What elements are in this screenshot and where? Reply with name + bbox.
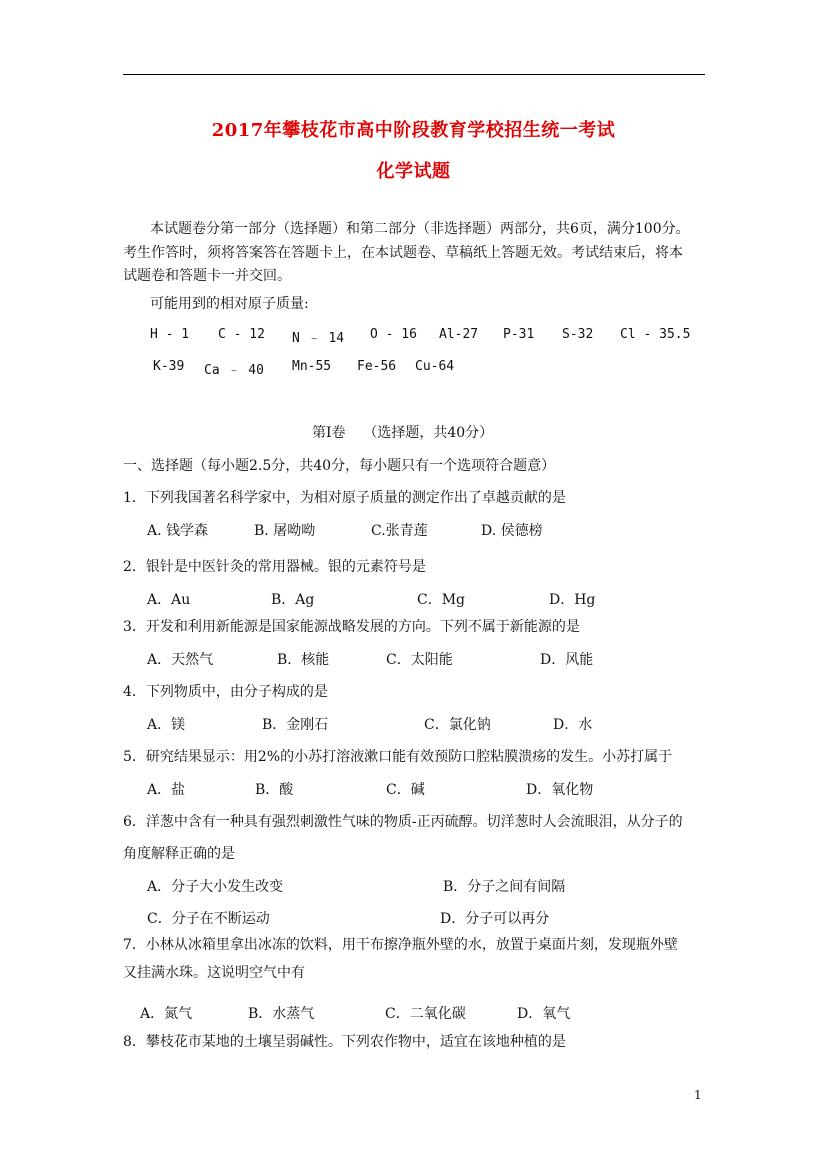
question-stem: 7．小林从冰箱里拿出冰冻的饮料，用干布擦净瓶外壁的水，放置于桌面片刻，发现瓶外壁 [123,937,678,953]
question-stem: 4．下列物质中，由分子构成的是 [123,684,328,700]
question-stem: 8．攀枝花市某地的土壤呈弱碱性。下列农作物中，适宜在该地种植的是 [123,1034,566,1050]
atomic-mass: H - 1 [150,327,190,342]
atomic-mass: Ca ﹣ 40 [204,363,264,378]
question-stem: 3．开发和利用新能源是国家能源战略发展的方向。下列不属于新能源的是 [123,619,580,635]
option: B. 屠呦呦 [254,523,316,539]
option: D. 侯德榜 [481,523,543,539]
question-stem-continued: 角度解释正确的是 [123,846,235,862]
option: A．天然气 [147,652,214,668]
atomic-mass: P-31 [503,327,535,342]
question-stem: 2．银针是中医针灸的常用器械。银的元素符号是 [123,559,426,575]
option: C．Mg [417,592,466,608]
option: C．太阳能 [386,652,453,668]
section-heading: 第Ⅰ卷 （选择题，共40分） [312,425,494,441]
part-heading: 一、选择题（每小题2.5分，共40分，每小题只有一个选项符合题意） [123,458,556,474]
question-stem: 6．洋葱中含有一种具有强烈刺激性气味的物质-正丙硫醇。切洋葱时人会流眼泪，从分子的 [123,814,683,830]
question-stem: 1．下列我国著名科学家中，为相对原子质量的测定作出了卓越贡献的是 [123,490,566,506]
option: A．分子大小发生改变 [147,879,284,895]
option: A．盐 [147,782,186,798]
option: B．金刚石 [262,717,329,733]
option: A. 钱学森 [147,523,209,539]
atomic-mass: Al-27 [439,327,479,342]
option: D．氧气 [517,1006,571,1022]
option: B．Ag [271,592,315,608]
option: B．水蒸气 [248,1006,315,1022]
question-stem-continued: 又挂满水珠。这说明空气中有 [123,965,305,981]
option: B．酸 [255,782,294,798]
option: C．二氧化碳 [385,1006,466,1022]
option: A．镁 [147,717,186,733]
option: A．氮气 [140,1006,193,1022]
option: A．Au [147,592,191,608]
atomic-mass: Fe-56 [357,359,397,374]
option: C．分子在不断运动 [147,911,270,927]
option: D．Hg [549,592,596,608]
option: C.张青莲 [371,523,428,539]
atomic-mass-label: 可能用到的相对原子质量: [150,296,309,312]
atomic-mass: S-32 [562,327,594,342]
option: D．分子可以再分 [440,911,550,927]
atomic-mass: Cl - 35.5 [620,327,691,342]
question-stem: 5．研究结果显示：用2%的小苏打溶液漱口能有效预防口腔粘膜溃疡的发生。小苏打属于 [123,749,673,765]
atomic-mass: Mn-55 [292,359,332,374]
option: C．氯化钠 [424,717,491,733]
option: C．碱 [386,782,425,798]
atomic-mass: O - 16 [370,327,417,342]
exam-subtitle: 化学试题 [376,161,451,182]
atomic-mass: N ﹣ 14 [292,331,345,346]
option: D．氧化物 [526,782,594,798]
atomic-mass: K-39 [153,359,185,374]
intro-line-3: 试题卷和答题卡一并交回。 [123,268,291,284]
intro-line-1: 本试题卷分第一部分（选择题）和第二部分（非选择题）两部分，共6页，满分100分。 [150,221,690,237]
page-number: 1 [694,1088,702,1102]
option: B．核能 [277,652,330,668]
atomic-mass: Cu-64 [415,359,455,374]
top-rule [123,74,705,75]
option: D．风能 [540,652,594,668]
option: D．水 [553,717,593,733]
atomic-mass: C - 12 [218,327,265,342]
exam-title: 2017年攀枝花市高中阶段教育学校招生统一考试 [211,120,616,141]
option: B．分子之间有间隔 [443,879,566,895]
intro-line-2: 考生作答时，须将答案答在答题卡上，在本试题卷、草稿纸上答题无效。考试结束后，将本 [123,245,683,261]
